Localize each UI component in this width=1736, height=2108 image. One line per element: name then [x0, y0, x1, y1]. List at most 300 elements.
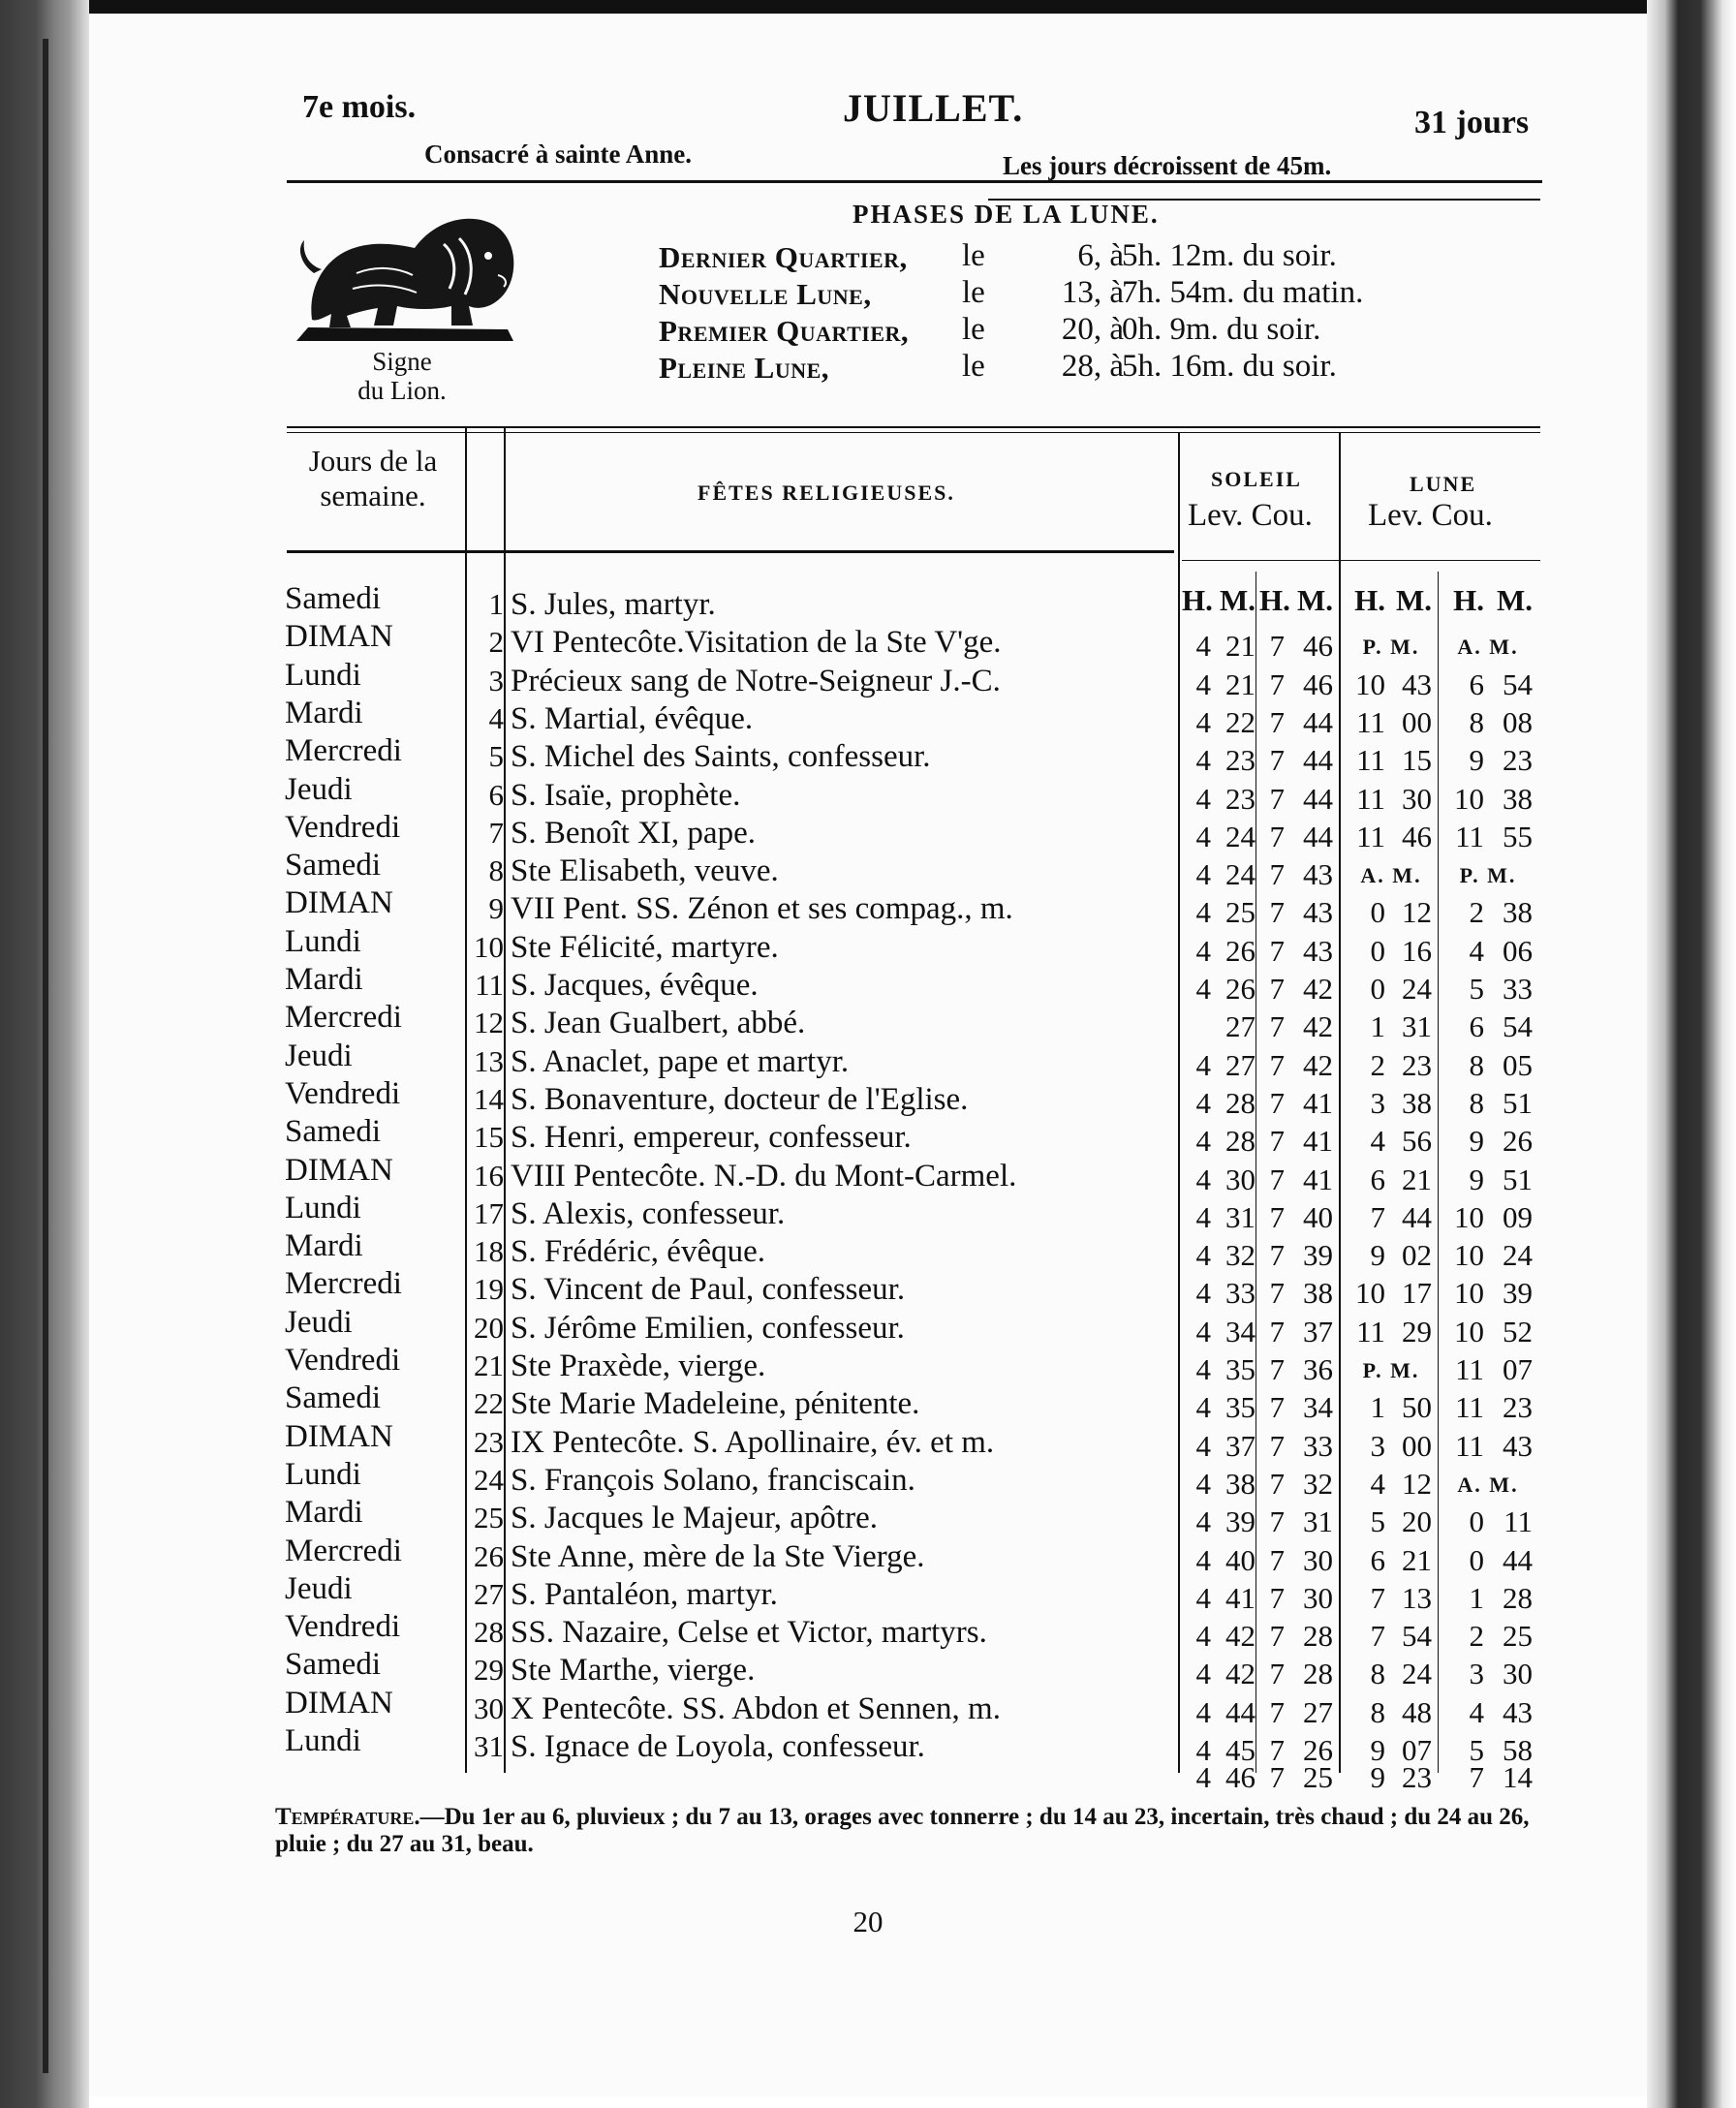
jours-header-line2: semaine. [320, 479, 426, 512]
cell-ch: 7 [1269, 1162, 1285, 1196]
cell-lm: 38 [1402, 1085, 1432, 1120]
cell-com: 08 [1503, 704, 1533, 739]
cell-cm: 34 [1303, 1390, 1333, 1425]
cell-sh: 4 [1195, 666, 1211, 701]
cell-com: 23 [1503, 1390, 1533, 1425]
cell-cm: 28 [1303, 1657, 1333, 1691]
phase-day: 28, à [1061, 349, 1124, 384]
vrule-3 [1178, 432, 1180, 1773]
cell-ch: 7 [1269, 1124, 1285, 1159]
cell-sm: 26 [1225, 933, 1256, 968]
weekday: Jeudi [285, 771, 353, 807]
cell-com: 06 [1503, 933, 1533, 968]
cell-ch: 7 [1269, 1047, 1285, 1082]
cell-sh: 4 [1195, 1085, 1211, 1120]
cell-coh: 0 [1469, 1504, 1484, 1539]
cell-cm: 42 [1303, 1047, 1333, 1082]
cell-sm: 33 [1225, 1276, 1256, 1311]
day-number: 17 [474, 1195, 504, 1230]
cell-lm: 31 [1402, 1009, 1432, 1044]
cell-lh: 8 [1370, 1694, 1385, 1729]
cell-sm: 24 [1225, 857, 1256, 892]
day-number: 29 [474, 1653, 504, 1688]
cell-sh: 4 [1195, 629, 1211, 664]
day-number: 7 [488, 815, 504, 850]
lune-subheader: Lev. Cou. [1368, 498, 1493, 533]
cell-ch: 7 [1269, 857, 1285, 892]
weekday: Lundi [285, 923, 361, 959]
lune-header: LUNE [1410, 472, 1477, 496]
consecration: Consacré à sainte Anne. [424, 140, 692, 169]
cell-lh: 0 [1370, 933, 1385, 968]
day-number: 25 [474, 1501, 504, 1535]
cell-coh: 6 [1469, 666, 1484, 701]
day-number: 13 [474, 1043, 504, 1078]
cell-ch: 7 [1269, 1352, 1285, 1386]
day-number: 3 [488, 663, 504, 698]
cell-sm: 23 [1225, 743, 1256, 778]
cell-com: 51 [1503, 1162, 1533, 1196]
cell-lm: 21 [1402, 1542, 1432, 1577]
cell-coh: 10 [1454, 781, 1484, 816]
weekday: Mercredi [285, 1533, 402, 1568]
cell-lh: 1 [1370, 1390, 1385, 1425]
cell-sh: H. [1182, 583, 1213, 617]
weekday: DIMAN [285, 885, 393, 921]
cell-sm: 34 [1225, 1314, 1256, 1348]
cell-sm: 38 [1225, 1466, 1256, 1501]
cell-ch: 7 [1269, 1466, 1285, 1501]
feast: S. Vincent de Paul, confesseur. [511, 1272, 906, 1308]
day-number: 15 [474, 1120, 504, 1155]
cell-sh: 4 [1195, 972, 1211, 1006]
cell-cm: 31 [1303, 1504, 1333, 1539]
cell-lh: 5 [1370, 1504, 1385, 1539]
soleil-subheader: Lev. Cou. [1188, 498, 1313, 533]
cell-cm: 37 [1303, 1314, 1333, 1348]
feast: S. François Solano, franciscain. [511, 1462, 915, 1498]
feast: S. Benoît XI, pape. [511, 815, 756, 851]
cell-lh: 3 [1370, 1085, 1385, 1120]
phase-day: 20, à [1061, 312, 1124, 347]
cell-lh: 11 [1356, 704, 1385, 739]
phase-le: le [962, 349, 985, 384]
feast: S. Henri, empereur, confesseur. [511, 1120, 912, 1156]
day-number: 30 [474, 1690, 504, 1725]
weekday: Vendredi [285, 809, 401, 845]
cell-sh: 4 [1195, 743, 1211, 778]
cell-lh: 9 [1370, 1733, 1385, 1767]
cell-cm: 43 [1303, 933, 1333, 968]
cell-com: 43 [1503, 1428, 1533, 1463]
cell-sh: 4 [1195, 1542, 1211, 1577]
cell-com: 55 [1503, 819, 1533, 853]
cell-cm: 30 [1303, 1542, 1333, 1577]
day-number: 6 [488, 777, 504, 812]
cell-sh: 4 [1195, 1352, 1211, 1386]
cell-ch: 7 [1269, 1009, 1285, 1044]
cell-ch: 7 [1269, 1276, 1285, 1311]
cell-com: 54 [1503, 1009, 1533, 1044]
day-number: 8 [488, 853, 504, 888]
feast: S. Anaclet, pape et martyr. [511, 1043, 850, 1079]
day-number: 27 [474, 1576, 504, 1611]
phase-name: Dernier Quartier, [659, 240, 908, 274]
cell-sh: 4 [1195, 1733, 1211, 1767]
cell-coh: 10 [1454, 1199, 1484, 1234]
cell-lm: 00 [1402, 704, 1432, 739]
day-number: 4 [488, 700, 504, 735]
table-header-rule-right [1182, 560, 1540, 561]
cell-ch: H. [1259, 583, 1290, 617]
cell-coh: 1 [1469, 1580, 1484, 1615]
cell-lh: 4 [1370, 1124, 1385, 1159]
feast: SS. Nazaire, Celse et Victor, martyrs. [511, 1615, 987, 1651]
scan-top-edge [89, 0, 1647, 14]
cell-coh: 10 [1454, 1314, 1484, 1348]
weekday: Jeudi [285, 1304, 353, 1340]
cell-cm: 41 [1303, 1085, 1333, 1120]
cell-ch: 7 [1269, 1580, 1285, 1615]
cell-cm: 43 [1303, 857, 1333, 892]
cell-ch: 7 [1269, 1760, 1285, 1794]
cell-com: 54 [1503, 666, 1533, 701]
weekday: Mardi [285, 962, 363, 997]
day-number: 10 [474, 929, 504, 964]
cell-lh: 11 [1356, 743, 1385, 778]
lune-lev-ampm: A. M. [1360, 863, 1422, 888]
scan-right-edge [1647, 0, 1736, 2108]
vrule-2 [504, 426, 506, 1773]
cell-sh: 4 [1195, 1390, 1211, 1425]
cell-lh: 1 [1370, 1009, 1385, 1044]
cell-sm: 30 [1225, 1162, 1256, 1196]
table-top-rule [287, 426, 1540, 428]
cell-com: 38 [1503, 781, 1533, 816]
cell-ch: 7 [1269, 895, 1285, 930]
weekday: Mercredi [285, 733, 402, 769]
weekday: Lundi [285, 1190, 361, 1225]
vrule-5 [1339, 432, 1341, 1773]
feast: Ste Marie Madeleine, pénitente. [511, 1386, 920, 1422]
cell-sm: 27 [1225, 1047, 1256, 1082]
cell-ch: 7 [1269, 743, 1285, 778]
cell-sm: 27 [1225, 1009, 1256, 1044]
cell-com: 52 [1503, 1314, 1533, 1348]
cell-cm: 25 [1303, 1760, 1333, 1794]
cell-coh: 8 [1469, 704, 1484, 739]
cell-ch: 7 [1269, 1657, 1285, 1691]
fetes-header: FÊTES RELIGIEUSES. [698, 480, 955, 505]
weekday: Vendredi [285, 1609, 401, 1645]
cell-coh: 5 [1469, 972, 1484, 1006]
lune-cou-ampm: P. M. [1459, 863, 1517, 888]
day-number: 20 [474, 1310, 504, 1345]
cell-lh: 4 [1370, 1466, 1385, 1501]
cell-cm: 36 [1303, 1352, 1333, 1386]
cell-lh: 10 [1355, 1276, 1385, 1311]
cell-sh: 4 [1195, 1694, 1211, 1729]
cell-lh: 0 [1370, 972, 1385, 1006]
cell-lm: M. [1395, 583, 1432, 617]
cell-coh: 4 [1469, 933, 1484, 968]
cell-sh: 4 [1195, 857, 1211, 892]
cell-sh: 4 [1195, 1580, 1211, 1615]
cell-sm: 35 [1225, 1390, 1256, 1425]
cell-coh: 11 [1455, 1352, 1484, 1386]
weekday: DIMAN [285, 1418, 393, 1454]
cell-cm: 44 [1303, 743, 1333, 778]
cell-cm: 32 [1303, 1466, 1333, 1501]
cell-cm: 44 [1303, 781, 1333, 816]
cell-coh: 9 [1469, 743, 1484, 778]
day-number: 9 [488, 891, 504, 926]
cell-lm: 02 [1402, 1238, 1432, 1273]
jours-header [281, 444, 465, 513]
phase-le: le [962, 238, 985, 273]
cell-com: 09 [1503, 1199, 1533, 1234]
cell-lm: 48 [1402, 1694, 1432, 1729]
cell-com: 44 [1503, 1542, 1533, 1577]
cell-sm: 24 [1225, 819, 1256, 853]
cell-sm: 42 [1225, 1619, 1256, 1654]
cell-lh: 0 [1370, 895, 1385, 930]
weekday: Samedi [285, 1647, 381, 1683]
weekday: Mardi [285, 695, 363, 730]
lune-lev-ampm: P. M. [1362, 1358, 1420, 1382]
weekday: Lundi [285, 657, 361, 693]
cell-coh: 9 [1469, 1124, 1484, 1159]
phase-day: 6, à [1077, 238, 1124, 273]
cell-coh: 2 [1469, 1619, 1484, 1654]
feast: IX Pentecôte. S. Apollinaire, év. et m. [511, 1424, 995, 1460]
cell-sh: 4 [1195, 933, 1211, 968]
day-number: 28 [474, 1615, 504, 1650]
table-header-rule [287, 550, 1174, 553]
cell-com: 25 [1503, 1619, 1533, 1654]
day-number: 5 [488, 739, 504, 774]
feast: Ste Félicité, martyre. [511, 929, 779, 965]
weekday: Jeudi [285, 1570, 353, 1606]
feast: S. Jules, martyr. [511, 587, 716, 622]
feast: Ste Praxède, vierge. [511, 1348, 766, 1383]
cell-coh: 10 [1454, 1276, 1484, 1311]
feast: S. Jérôme Emilien, confesseur. [511, 1310, 905, 1346]
cell-lm: 54 [1402, 1619, 1432, 1654]
cell-sh: 4 [1195, 1314, 1211, 1348]
cell-sm: 21 [1225, 629, 1256, 664]
cell-lm: 50 [1402, 1390, 1432, 1425]
weekday: Mercredi [285, 1000, 402, 1036]
cell-sh: 4 [1195, 781, 1211, 816]
cell-lm: 20 [1402, 1504, 1432, 1539]
cell-sm: 41 [1225, 1580, 1256, 1615]
cell-lm: 44 [1402, 1199, 1432, 1234]
cell-com: 05 [1503, 1047, 1533, 1082]
day-number: 2 [488, 625, 504, 660]
feast: VI Pentecôte.Visitation de la Ste V'ge. [511, 625, 1002, 661]
cell-com: 24 [1503, 1238, 1533, 1273]
cell-sm: 21 [1225, 666, 1256, 701]
cell-coh: 3 [1469, 1657, 1484, 1691]
temperature-note [275, 1804, 1554, 1858]
soleil-header: SOLEIL [1211, 467, 1302, 491]
day-number: 26 [474, 1538, 504, 1573]
cell-coh: 2 [1469, 895, 1484, 930]
weekday: Samedi [285, 848, 381, 884]
weekday: Jeudi [285, 1038, 353, 1073]
cell-cm: 38 [1303, 1276, 1333, 1311]
lune-cou-ampm: A. M. [1457, 635, 1519, 660]
day-number: 23 [474, 1424, 504, 1459]
cell-cm: M. [1296, 583, 1333, 617]
feast: S. Ignace de Loyola, confesseur. [511, 1729, 925, 1764]
cell-com: 33 [1503, 972, 1533, 1006]
cell-coh: 0 [1469, 1542, 1484, 1577]
cell-com: 23 [1503, 743, 1533, 778]
cell-ch: 7 [1269, 1542, 1285, 1577]
cell-sm: 28 [1225, 1124, 1256, 1159]
cell-lm: 23 [1402, 1047, 1432, 1082]
day-number: 16 [474, 1158, 504, 1193]
header-rule [287, 180, 1542, 183]
cell-ch: 7 [1269, 1733, 1285, 1767]
day-number: 19 [474, 1272, 504, 1307]
day-number: 21 [474, 1348, 504, 1382]
cell-lm: 46 [1402, 819, 1432, 853]
cell-sh: 4 [1195, 1619, 1211, 1654]
cell-coh: 11 [1455, 1390, 1484, 1425]
weekday: DIMAN [285, 619, 393, 655]
feast: S. Jacques, évêque. [511, 968, 759, 1003]
cell-lh: 11 [1356, 1314, 1385, 1348]
phase-time: 0h. 9m. du soir. [1122, 312, 1321, 347]
feast: S. Martial, évêque. [511, 700, 754, 736]
cell-sm: 44 [1225, 1694, 1256, 1729]
cell-ch: 7 [1269, 1314, 1285, 1348]
page-number: 20 [852, 1905, 884, 1938]
cell-ch: 7 [1269, 1390, 1285, 1425]
cell-sm: 39 [1225, 1504, 1256, 1539]
feast: S. Bonaventure, docteur de l'Eglise. [511, 1081, 969, 1117]
cell-com: 14 [1503, 1760, 1533, 1794]
cell-cm: 27 [1303, 1694, 1333, 1729]
cell-lm: 30 [1402, 781, 1432, 816]
cell-ch: 7 [1269, 629, 1285, 664]
cell-lm: 07 [1402, 1733, 1432, 1767]
phase-time: 7h. 54m. du matin. [1122, 275, 1364, 310]
cell-sh: 4 [1195, 1466, 1211, 1501]
cell-sm: M. [1219, 583, 1256, 617]
day-number: 31 [474, 1729, 504, 1763]
day-number: 18 [474, 1234, 504, 1269]
cell-coh: 4 [1469, 1694, 1484, 1729]
cell-lh: 7 [1370, 1580, 1385, 1615]
cell-com: 11 [1504, 1504, 1533, 1539]
cell-cm: 42 [1303, 972, 1333, 1006]
cell-ch: 7 [1269, 972, 1285, 1006]
phase-name: Premier Quartier, [659, 314, 910, 348]
cell-lm: 16 [1402, 933, 1432, 968]
month-title: JUILLET. [843, 86, 1024, 130]
cell-sh: 4 [1195, 1199, 1211, 1234]
cell-sh: 4 [1195, 1760, 1211, 1794]
cell-com: 26 [1503, 1124, 1533, 1159]
weekday: Vendredi [285, 1343, 401, 1378]
cell-sm: 26 [1225, 972, 1256, 1006]
cell-com: M. [1496, 583, 1533, 617]
vrule-6 [1438, 572, 1439, 1773]
cell-sh: 4 [1195, 1047, 1211, 1082]
cell-cm: 28 [1303, 1619, 1333, 1654]
cell-coh: 11 [1455, 819, 1484, 853]
phase-time: 5h. 12m. du soir. [1122, 238, 1337, 273]
lion-zodiac-icon [289, 205, 521, 351]
phase-time: 5h. 16m. du soir. [1122, 349, 1337, 384]
weekday: Mardi [285, 1495, 363, 1531]
cell-com: 43 [1503, 1694, 1533, 1729]
lune-cou-ampm: A. M. [1457, 1472, 1519, 1497]
cell-lh: 7 [1370, 1619, 1385, 1654]
phase-le: le [962, 312, 985, 347]
cell-lm: 23 [1402, 1760, 1432, 1794]
cell-lh: 7 [1370, 1199, 1385, 1234]
feast: Ste Elisabeth, veuve. [511, 853, 779, 889]
cell-cm: 44 [1303, 704, 1333, 739]
weekday: Samedi [285, 581, 381, 616]
zodiac-caption [320, 347, 484, 405]
days-decrease: Les jours décroissent de 45m. [1003, 151, 1332, 180]
zodiac-caption-line1: Signe [372, 347, 432, 376]
cell-ch: 7 [1269, 1428, 1285, 1463]
cell-cm: 46 [1303, 629, 1333, 664]
cell-coh: H. [1453, 583, 1484, 617]
lune-lev-ampm: P. M. [1362, 635, 1420, 660]
cell-ch: 7 [1269, 781, 1285, 816]
cell-sh: 4 [1195, 895, 1211, 930]
weekday: Samedi [285, 1114, 381, 1150]
cell-sm: 23 [1225, 781, 1256, 816]
feast: S. Frédéric, évêque. [511, 1234, 765, 1270]
cell-sh: 4 [1195, 1162, 1211, 1196]
cell-lm: 12 [1402, 895, 1432, 930]
cell-sh: 4 [1195, 1428, 1211, 1463]
cell-lm: 29 [1402, 1314, 1432, 1348]
cell-cm: 43 [1303, 895, 1333, 930]
cell-sm: 40 [1225, 1542, 1256, 1577]
cell-lh: 11 [1356, 819, 1385, 853]
weekday: Vendredi [285, 1075, 401, 1111]
phase-name: Pleine Lune, [659, 351, 830, 385]
weekday: Lundi [285, 1723, 361, 1758]
feast: S. Alexis, confesseur. [511, 1195, 786, 1231]
cell-cm: 41 [1303, 1162, 1333, 1196]
weekday: Mercredi [285, 1266, 402, 1302]
cell-cm: 41 [1303, 1124, 1333, 1159]
cell-lm: 24 [1402, 1657, 1432, 1691]
cell-lh: 6 [1370, 1162, 1385, 1196]
cell-cm: 30 [1303, 1580, 1333, 1615]
cell-com: 30 [1503, 1657, 1533, 1691]
cell-sh: 4 [1195, 704, 1211, 739]
table-top-rule-thin [287, 432, 1540, 433]
weekday: Mardi [285, 1228, 363, 1264]
cell-lh: 6 [1370, 1542, 1385, 1577]
cell-lm: 21 [1402, 1162, 1432, 1196]
cell-ch: 7 [1269, 1619, 1285, 1654]
feast: Précieux sang de Notre-Seigneur J.-C. [511, 663, 1001, 698]
cell-sm: 25 [1225, 895, 1256, 930]
